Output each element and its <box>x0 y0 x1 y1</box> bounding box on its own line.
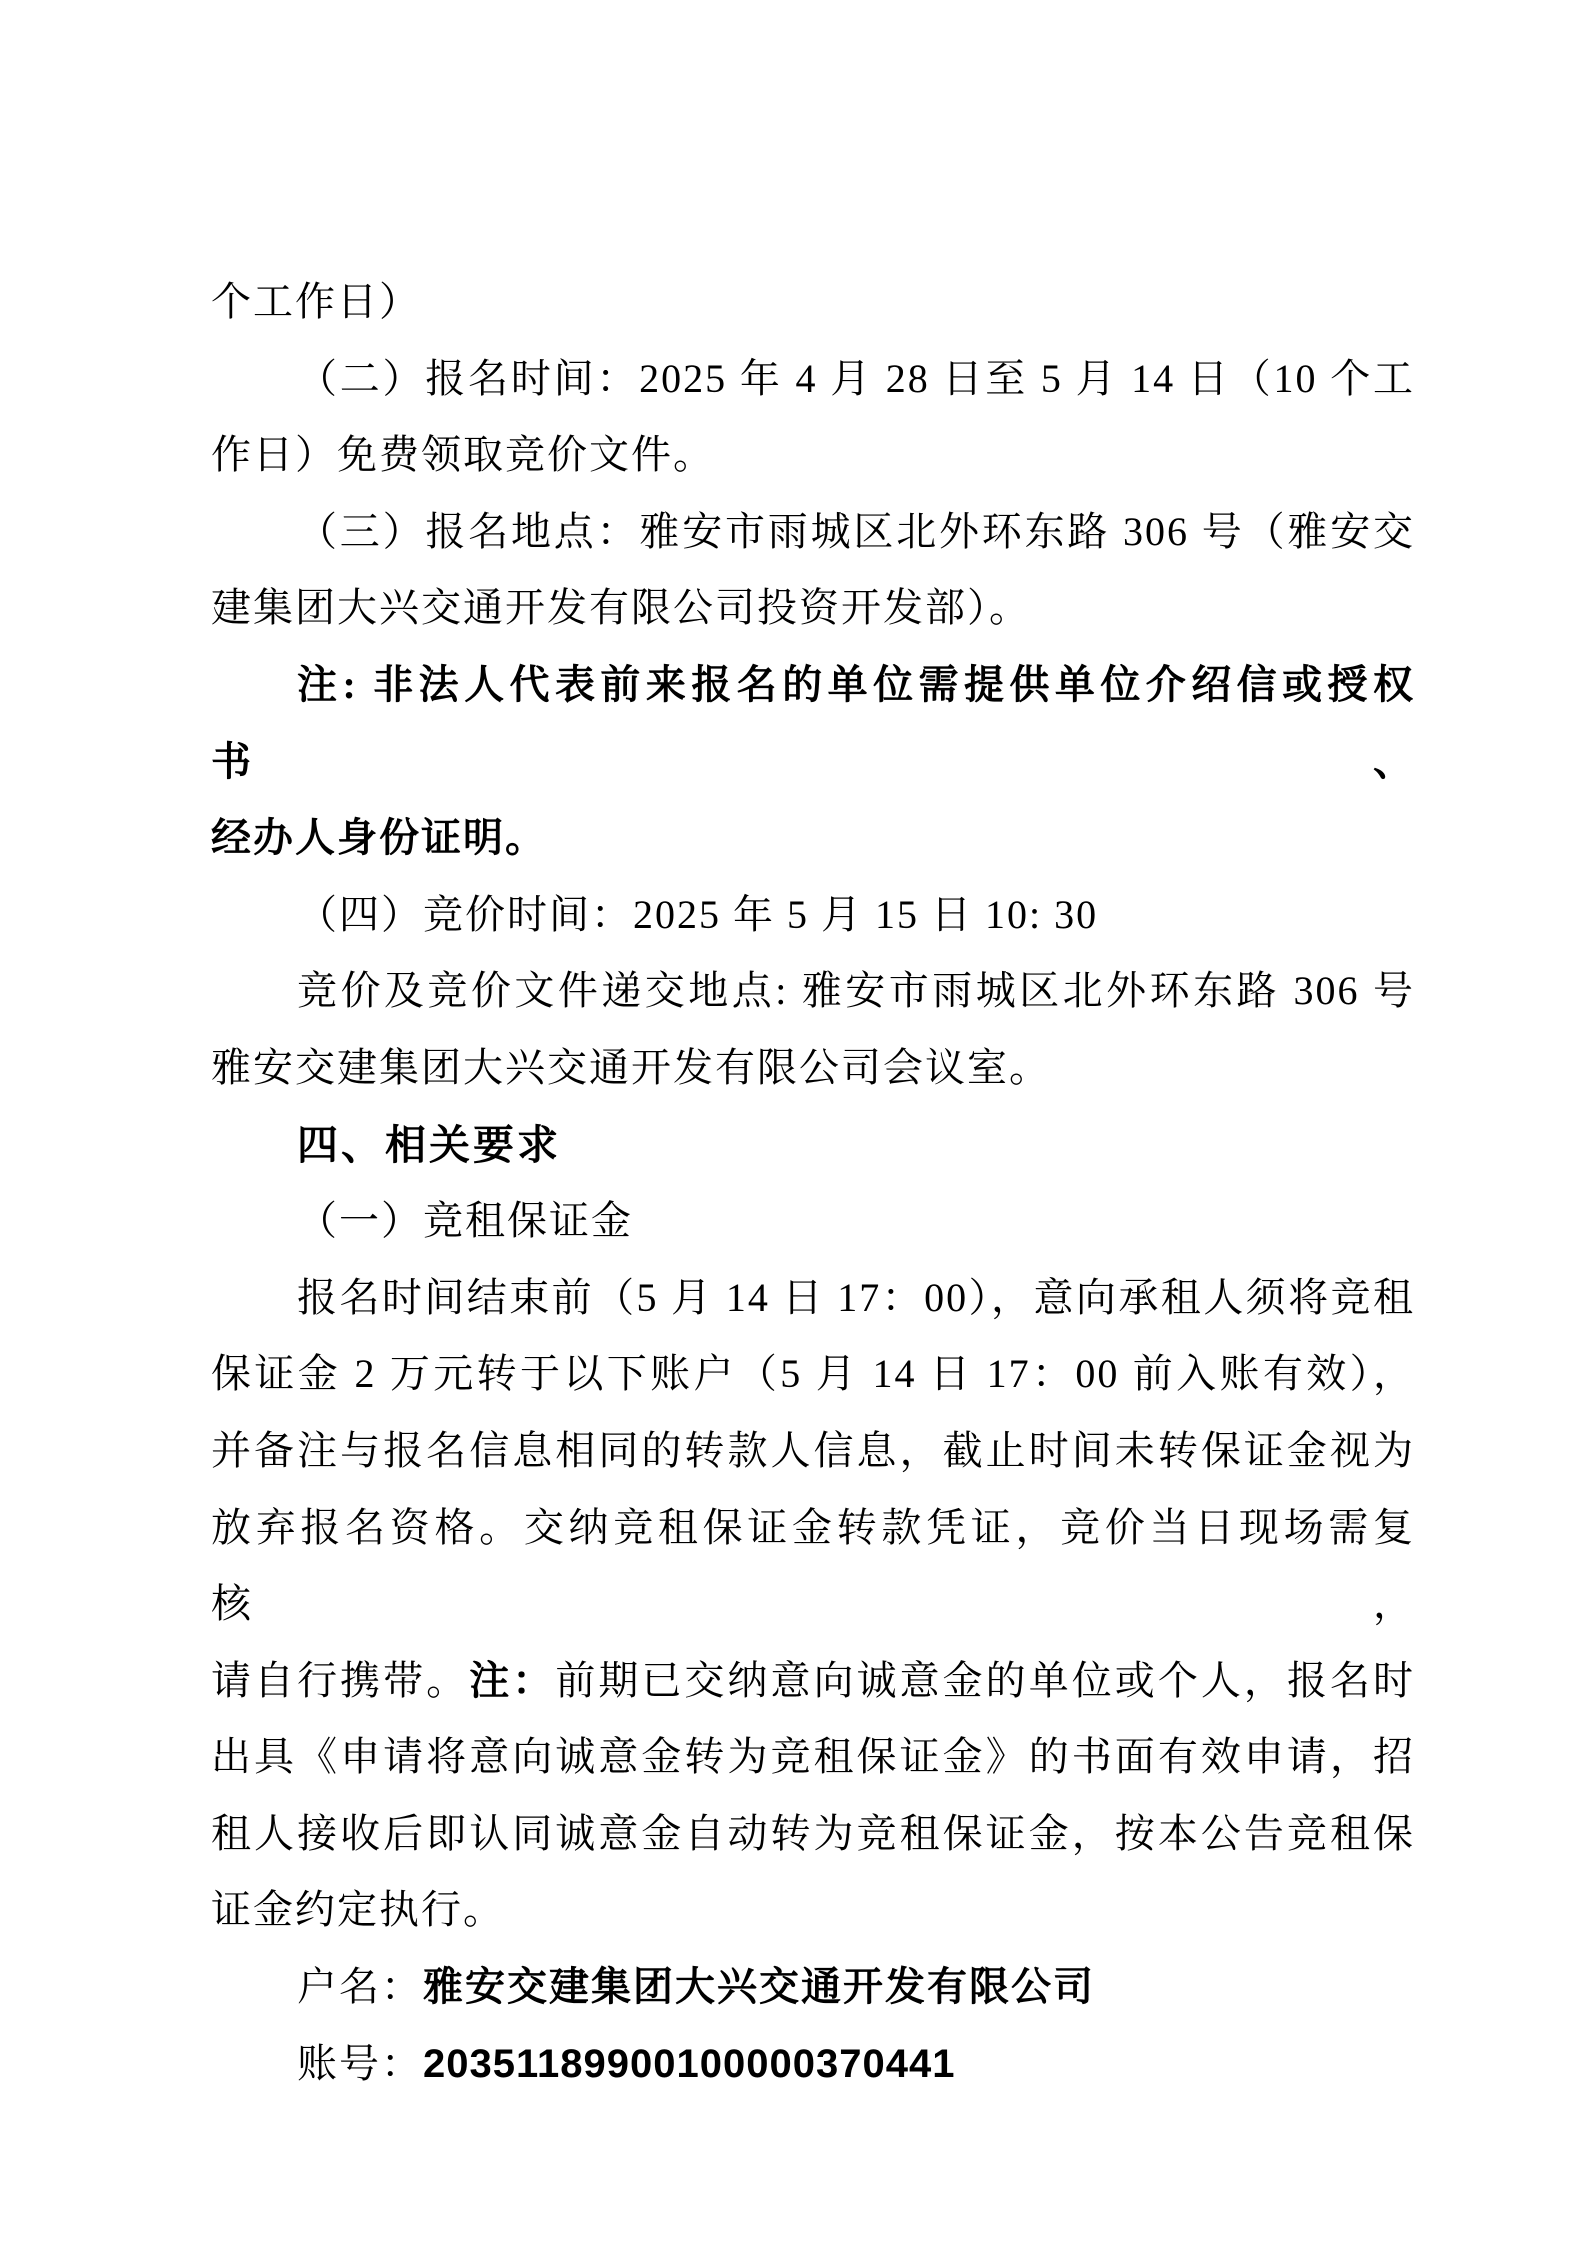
line-registration-time-1: （二）报名时间：2025 年 4 月 28 日至 5 月 14 日（10 个工 <box>297 355 1415 401</box>
subsection-heading-deposit: （一）竞租保证金 <box>297 1198 633 1244</box>
account-number-label: 账号： <box>297 2040 423 2086</box>
line-account-number <box>211 2026 1415 2103</box>
line-bidding-time: （四）竞价时间：2025 年 5 月 15 日 10: 30 <box>297 891 1099 937</box>
line-bidding-place-1: 竞价及竞价文件递交地点: 雅安市雨城区北外环东路 306 号 <box>297 968 1415 1014</box>
line-deposit-5-pre: 请自行携带。 <box>211 1657 470 1703</box>
line-deposit-1: 报名时间结束前（5 月 14 日 17：00），意向承租人须将竞租 <box>297 1274 1415 1320</box>
line-registration-place-1: （三）报名地点：雅安市雨城区北外环东路 306 号（雅安交 <box>297 508 1415 554</box>
line-registration-time-2: 作日）免费领取竞价文件。 <box>211 432 715 478</box>
line-work-days-tail: 个工作日） <box>211 279 421 324</box>
account-number-value: 20351189900100000370441 <box>423 2041 956 2086</box>
line-account-name <box>211 1949 1415 2026</box>
account-name-value: 雅安交建集团大兴交通开发有限公司 <box>423 1964 1095 2010</box>
line-note-agent-1: 注: 非法人代表前来报名的单位需提供单位介绍信或授权书、 <box>211 661 1415 784</box>
line-deposit-6: 出具《申请将意向诚意金转为竞租保证金》的书面有效申请，招 <box>211 1734 1415 1780</box>
line-deposit-3: 并备注与报名信息相同的转款人信息，截止时间未转保证金视为 <box>211 1427 1415 1473</box>
line-note-agent-2: 经办人身份证明。 <box>211 815 547 861</box>
section-heading-requirements: 四、相关要求 <box>297 1121 561 1168</box>
line-bidding-place-2: 雅安交建集团大兴交通开发有限公司会议室。 <box>211 1044 1051 1090</box>
line-deposit-4: 放弃报名资格。交纳竞租保证金转款凭证，竞价当日现场需复核， <box>211 1504 1415 1627</box>
line-deposit-5 <box>211 1643 1415 1720</box>
line-registration-place-2: 建集团大兴交通开发有限公司投资开发部）。 <box>211 585 1031 631</box>
line-deposit-8: 证金约定执行。 <box>211 1887 505 1933</box>
document-body <box>211 264 1415 2102</box>
line-deposit-7: 租人接收后即认同诚意金自动转为竞租保证金，按本公告竞租保 <box>211 1810 1415 1856</box>
note-label: 注： <box>469 1657 556 1703</box>
account-name-label: 户名： <box>297 1964 423 2010</box>
line-deposit-2: 保证金 2 万元转于以下账户（5 月 14 日 17：00 前入账有效）， <box>211 1351 1415 1397</box>
line-deposit-5-post: 前期已交纳意向诚意金的单位或个人，报名时 <box>555 1657 1416 1703</box>
